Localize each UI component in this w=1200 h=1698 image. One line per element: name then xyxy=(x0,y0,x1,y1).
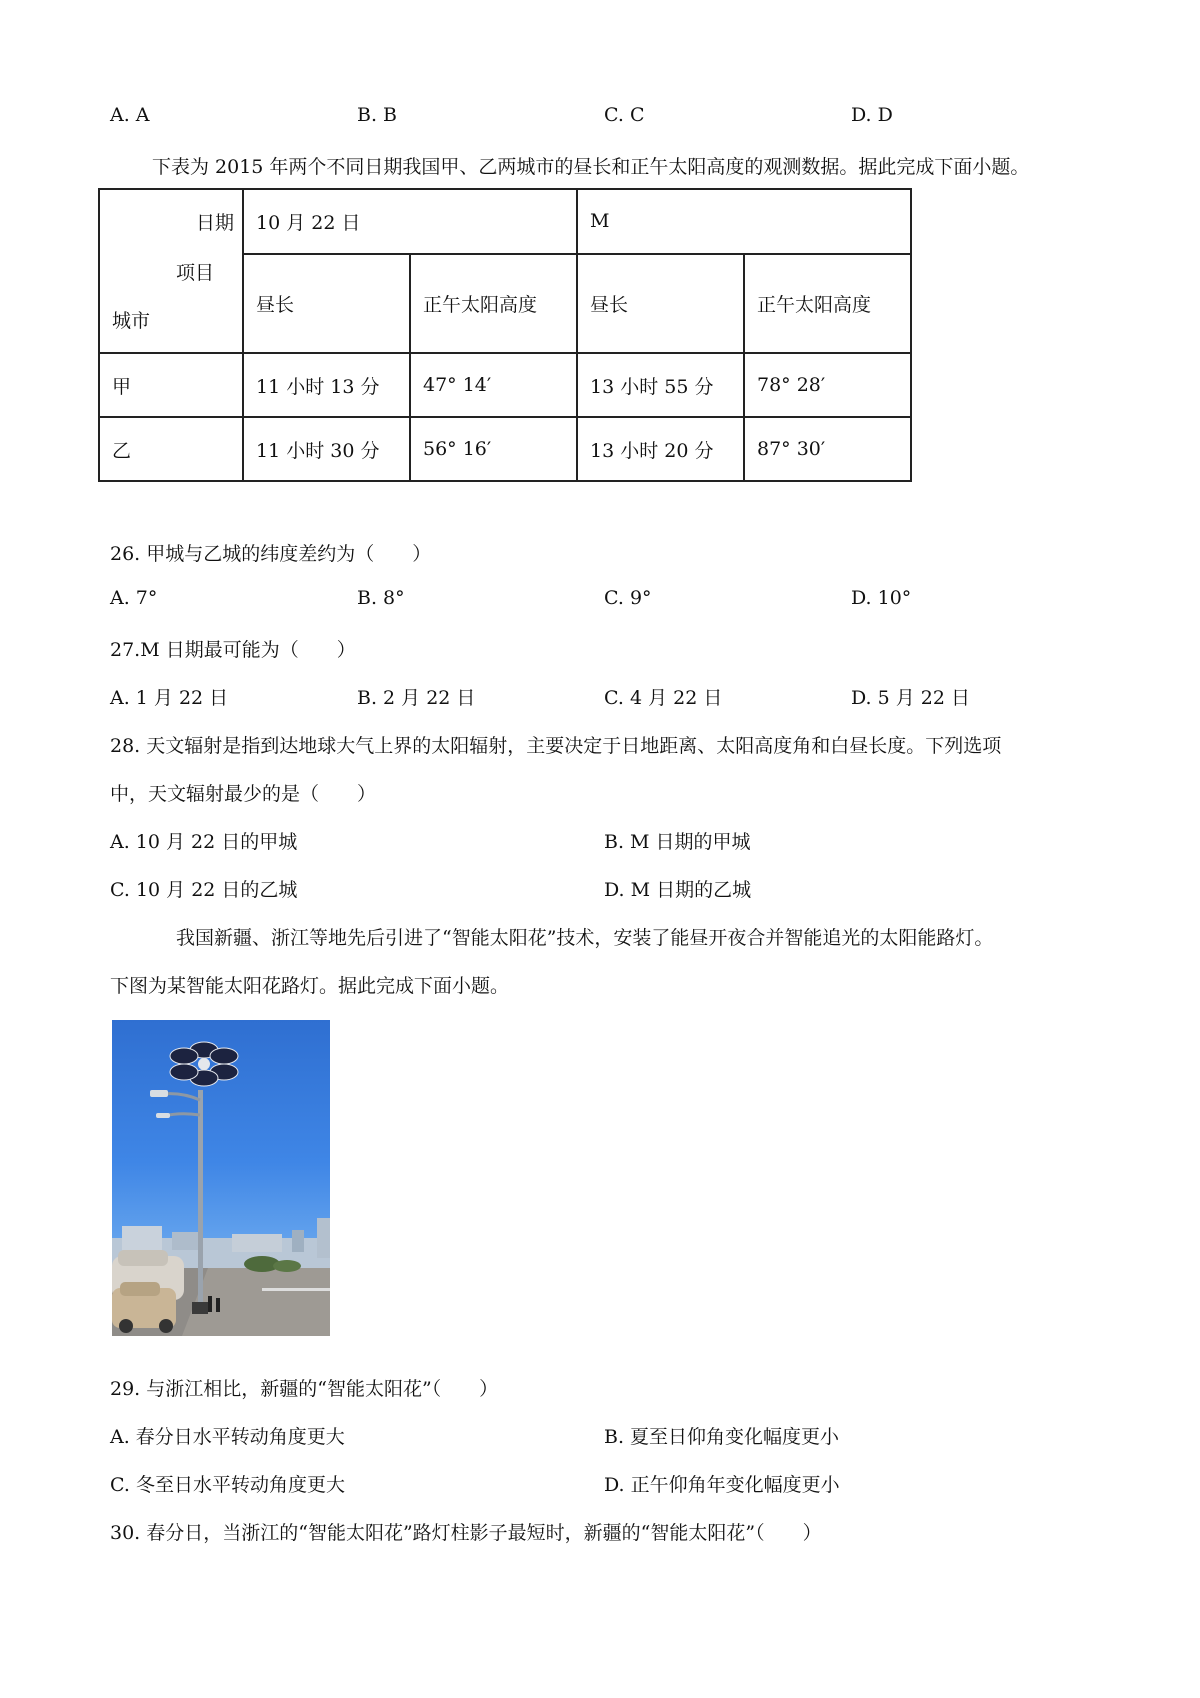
noon-header-2: 正午太阳高度 xyxy=(744,254,911,353)
question-27: 27.M 日期最可能为（ ） xyxy=(110,639,356,661)
q29-option-b: B. 夏至日仰角变化幅度更小 xyxy=(604,1426,840,1448)
row-d2-daylen: 13 小时 20 分 xyxy=(577,417,744,481)
corner-city-label: 城市 xyxy=(112,310,151,332)
prev-option-d: D. D xyxy=(851,104,893,126)
q27-option-d: D. 5 月 22 日 xyxy=(851,687,971,709)
q27-option-b: B. 2 月 22 日 xyxy=(357,687,476,709)
question-28-line2: 中，天文辐射最少的是（ ） xyxy=(110,783,377,805)
q29-option-d: D. 正午仰角年变化幅度更小 xyxy=(604,1474,840,1496)
row-d2-noon: 78° 28′ xyxy=(744,353,911,417)
q29-options-row2 xyxy=(110,1470,1110,1498)
prev-option-a: A. A xyxy=(110,104,150,126)
prev-options-row xyxy=(110,104,1110,132)
q26-options xyxy=(110,587,1110,615)
intro-sunflower-line2: 下图为某智能太阳花路灯。据此完成下面小题。 xyxy=(110,975,510,997)
q26-option-a: A. 7° xyxy=(110,587,158,609)
q26-option-d: D. 10° xyxy=(851,587,912,609)
q28-option-b: B. M 日期的甲城 xyxy=(604,831,751,853)
date1-header: 10 月 22 日 xyxy=(243,189,577,254)
row-d1-noon: 56° 16′ xyxy=(410,417,577,481)
noon-header-1: 正午太阳高度 xyxy=(410,254,577,353)
date2-header: M xyxy=(577,189,911,254)
row-city: 甲 xyxy=(99,353,243,417)
q28-option-a: A. 10 月 22 日的甲城 xyxy=(110,831,298,853)
question-30: 30. 春分日，当浙江的“智能太阳花”路灯柱影子最短时，新疆的“智能太阳花”（ ） xyxy=(110,1522,822,1544)
q27-option-c: C. 4 月 22 日 xyxy=(604,687,723,709)
row-city: 乙 xyxy=(99,417,243,481)
q27-option-a: A. 1 月 22 日 xyxy=(110,687,229,709)
row-d1-noon: 47° 14′ xyxy=(410,353,577,417)
q29-option-c: C. 冬至日水平转动角度更大 xyxy=(110,1474,345,1496)
prev-option-b: B. B xyxy=(357,104,398,126)
corner-item-label: 项目 xyxy=(176,262,215,284)
question-28-line1: 28. 天文辐射是指到达地球大气上界的太阳辐射，主要决定于日地距离、太阳高度角和白昼长度。下列选项 xyxy=(110,735,1002,757)
daylen-header-2: 昼长 xyxy=(577,254,744,353)
row-d1-daylen: 11 小时 13 分 xyxy=(243,353,410,417)
q26-option-c: C. 9° xyxy=(604,587,652,609)
q28-option-c: C. 10 月 22 日的乙城 xyxy=(110,879,298,901)
row-d1-daylen: 11 小时 30 分 xyxy=(243,417,410,481)
q28-option-d: D. M 日期的乙城 xyxy=(604,879,752,901)
q28-options-row1 xyxy=(110,827,1110,855)
table-corner-header xyxy=(99,189,243,353)
question-29: 29. 与浙江相比，新疆的“智能太阳花”（ ） xyxy=(110,1378,499,1400)
q26-option-b: B. 8° xyxy=(357,587,405,609)
observation-table xyxy=(98,188,912,482)
daylen-header-1: 昼长 xyxy=(243,254,410,353)
row-d2-noon: 87° 30′ xyxy=(744,417,911,481)
table-row xyxy=(99,353,911,417)
prev-option-c: C. C xyxy=(604,104,645,126)
q29-option-a: A. 春分日水平转动角度更大 xyxy=(110,1426,345,1448)
question-26: 26. 甲城与乙城的纬度差约为（ ） xyxy=(110,543,432,565)
solar-flower-streetlight-photo xyxy=(112,1020,330,1336)
row-d2-daylen: 13 小时 55 分 xyxy=(577,353,744,417)
corner-date-label: 日期 xyxy=(196,212,235,234)
streetlight-illustration xyxy=(112,1020,330,1336)
q27-options xyxy=(110,683,1110,711)
q28-options-row2 xyxy=(110,875,1110,903)
q29-options-row1 xyxy=(110,1422,1110,1450)
intro-sunflower-line1: 我国新疆、浙江等地先后引进了“智能太阳花”技术，安装了能昼开夜合并智能追光的太阳能路灯。 xyxy=(176,927,994,949)
intro-table-text: 下表为 2015 年两个不同日期我国甲、乙两城市的昼长和正午太阳高度的观测数据。据此完成下面小题。 xyxy=(152,156,1030,178)
table-row xyxy=(99,417,911,481)
